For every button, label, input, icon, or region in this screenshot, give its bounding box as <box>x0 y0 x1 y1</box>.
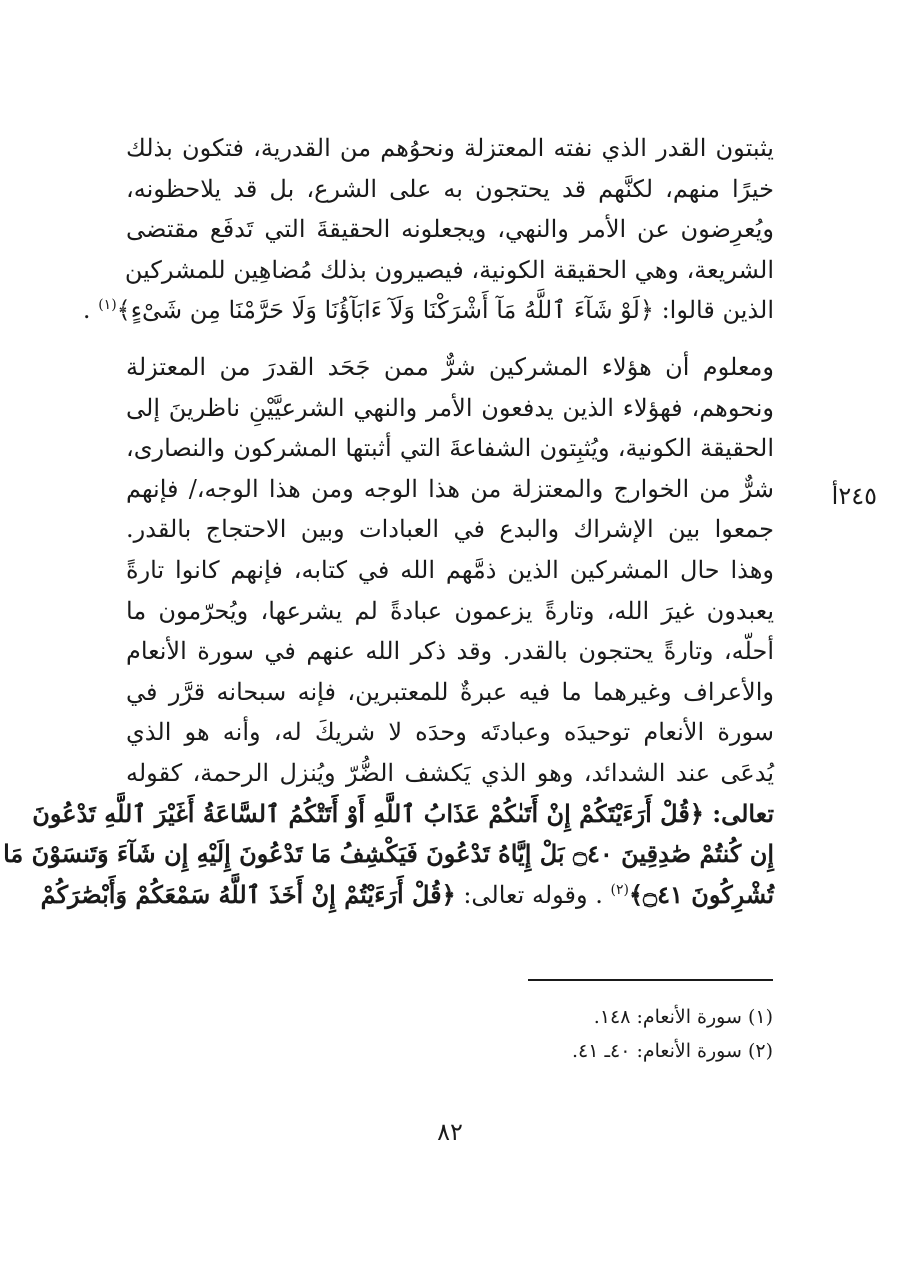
text-line: ومعلوم أن هؤلاء المشركين شرٌّ ممن جَحَد القدرَ من المعتزلة <box>126 352 774 381</box>
footnote-2: (٢) سورة الأنعام: ٤٠ـ ٤١. <box>571 1040 773 1062</box>
footnote-divider <box>528 979 773 981</box>
text-line <box>40 875 774 916</box>
text-line: الحقيقة الكونية، ويُثبِتون الشفاعةَ التي أثبتها المشركون والنصارى، <box>126 434 774 463</box>
text-line: الشريعة، وهي الحقيقة الكونية، فيصيرون بذلك مُضاهِين للمشركين <box>124 255 774 284</box>
text-line: أحلّه، وتارةً يحتجون بالقدر. وقد ذكر الله عنهم في سورة الأنعام <box>126 637 774 666</box>
quran-line: تعالى: ﴿قُلْ أَرَءَيْتَكُمْ إِنْ أَتَىٰكُمْ عَذَابُ ٱللَّهِ أَوْ أَتَتْكُمُ ٱلسَّاعَةُ أَغَيْرَ ٱللَّهِ تَدْعُونَ <box>32 798 774 828</box>
quran-quote: الذين قالوا: ﴿لَوْ شَآءَ ٱللَّهُ مَآ أَشْرَكْنَا وَلَآ ءَابَآؤُنَا وَلَا حَرَّمْنَا مِن شَىْءٍ﴾ <box>116 296 774 325</box>
manuscript-folio-marker: ٢٤٥أ <box>831 482 877 510</box>
footnote-1: (١) سورة الأنعام: ١٤٨. <box>593 1006 773 1028</box>
footnote-ref-2: (٢) <box>610 881 629 898</box>
inline-text: . وقوله تعالى: <box>463 880 603 909</box>
text-line <box>82 290 774 331</box>
text-line: سورة الأنعام توحيدَه وعبادتَه وحدَه لا شريكَ له، وأنه هو الذي <box>126 718 774 747</box>
text-line: ويُعرِضون عن الأمر والنهي، ويجعلونه الحقيقةَ التي تَدفَع مقتضى <box>126 215 774 244</box>
main-text <box>3 128 775 915</box>
text-line: وهذا حال المشركين الذين ذمَّهم الله في كتابه، فإنهم كانوا تارةً <box>126 555 774 584</box>
paragraph-2 <box>3 347 774 915</box>
text-line: والأعراف وغيرهما ما فيه عبرةٌ للمعتبرين، فإنه سبحانه قرَّر في <box>126 677 774 706</box>
page-number: ٨٢ <box>437 1118 463 1146</box>
quran-quote: ﴿قُلْ أَرَءَيْتُمْ إِنْ أَخَذَ ٱللَّهُ سَمْعَكُمْ وَأَبْصَٰرَكُمْ <box>40 879 456 909</box>
text-line: شرٌّ من الخوارج والمعتزلة من هذا الوجه ومن هذا الوجه،/ فإنهم <box>126 474 774 503</box>
text-line: يعبدون غيرَ الله، وتارةً يزعمون عبادةً لم يشرعها، ويُحرّمون ما <box>126 596 774 625</box>
paragraph-1 <box>82 128 775 331</box>
footnotes <box>420 1000 773 1068</box>
text-line: جمعوا بين الإشراك والبدع في العبادات وبين الاحتجاج بالقدر. <box>126 515 774 544</box>
text-line: ونحوهم، فهؤلاء الذين يدفعون الأمر والنهي الشرعيَّيْنِ ناظرينَ إلى <box>126 393 774 422</box>
quran-line: إِن كُنتُمْ صَٰدِقِينَ ۝٤٠ بَلْ إِيَّاهُ تَدْعُونَ فَيَكْشِفُ مَا تَدْعُونَ إِلَيْهِ إِن شَآءَ وَتَنسَوْنَ مَا <box>3 839 774 869</box>
text-line: خيرًا منهم، لكنَّهم قد يحتجون به على الشرع، بل قد يلاحظونه، <box>126 174 775 203</box>
text-line: يُدعَى عند الشدائد، وهو الذي يَكشف الضُّرّ ويُنزل الرحمة، كقوله <box>126 758 774 787</box>
text-line: يثبتون القدر الذي نفته المعتزلة ونحوُهم من القدرية، فتكون بذلك <box>126 134 774 162</box>
footnote-ref-1: (١) <box>98 297 117 314</box>
period: . <box>82 296 91 325</box>
quran-quote: تُشْرِكُونَ ۝٤١﴾ <box>628 879 774 909</box>
paragraph-gap <box>126 331 774 347</box>
